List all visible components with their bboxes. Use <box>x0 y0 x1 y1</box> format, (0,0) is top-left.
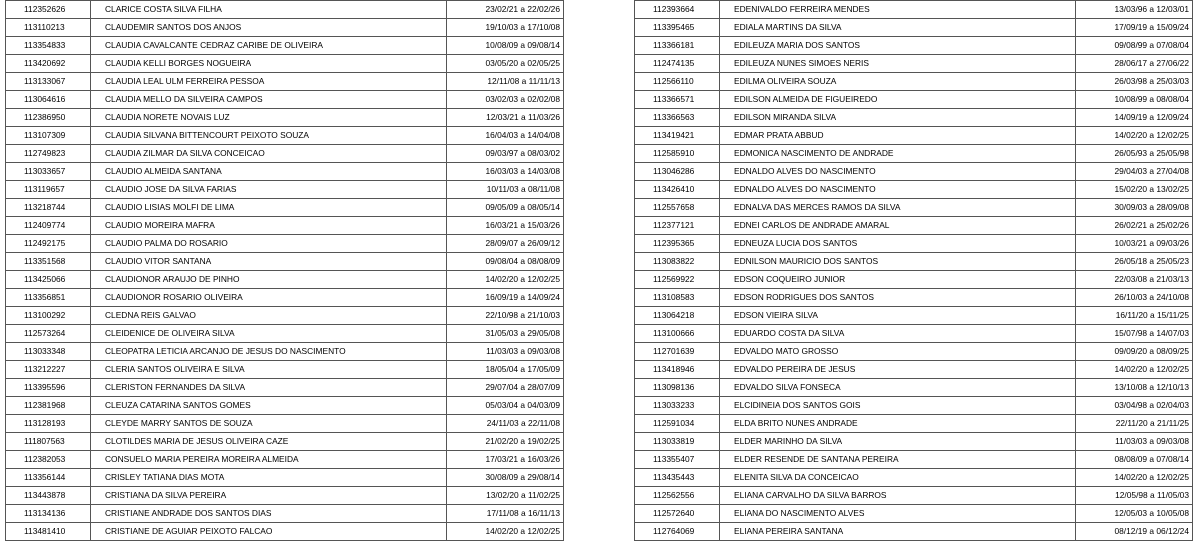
person-name-cell: EDIALA MARTINS DA SILVA <box>720 19 1076 37</box>
period-cell: 16/11/20 a 15/11/25 <box>1076 307 1193 325</box>
period-cell: 08/08/09 a 07/08/14 <box>1076 451 1193 469</box>
record-id-cell: 112409774 <box>6 217 91 235</box>
table-row <box>6 343 564 361</box>
record-id-cell: 113107309 <box>6 127 91 145</box>
person-name-cell: CRISTIANE DE AGUIAR PEIXOTO FALCAO <box>91 523 447 541</box>
person-name-cell: CLAUDIA NORETE NOVAIS LUZ <box>91 109 447 127</box>
table-row <box>6 433 564 451</box>
table-row <box>635 271 1193 289</box>
record-id-cell: 113128193 <box>6 415 91 433</box>
period-cell: 16/09/19 a 14/09/24 <box>447 289 564 307</box>
table-row <box>6 469 564 487</box>
period-cell: 19/10/03 a 17/10/08 <box>447 19 564 37</box>
person-name-cell: CLAUDIONOR ARAUJO DE PINHO <box>91 271 447 289</box>
person-name-cell: EDILMA OLIVEIRA SOUZA <box>720 73 1076 91</box>
record-id-cell: 112572640 <box>635 505 720 523</box>
table-row <box>635 361 1193 379</box>
table-row <box>635 523 1193 541</box>
record-id-cell: 113354833 <box>6 37 91 55</box>
person-name-cell: EDVALDO SILVA FONSECA <box>720 379 1076 397</box>
person-name-cell: CLERISTON FERNANDES DA SILVA <box>91 379 447 397</box>
table-row <box>6 361 564 379</box>
person-name-cell: CLAUDIA MELLO DA SILVEIRA CAMPOS <box>91 91 447 109</box>
record-id-cell: 113355407 <box>635 451 720 469</box>
table-row <box>6 253 564 271</box>
period-cell: 11/03/03 a 09/03/08 <box>1076 433 1193 451</box>
person-name-cell: ELDA BRITO NUNES ANDRADE <box>720 415 1076 433</box>
table-row <box>635 1 1193 19</box>
person-name-cell: CLEDNA REIS GALVAO <box>91 307 447 325</box>
period-cell: 13/10/08 a 12/10/13 <box>1076 379 1193 397</box>
record-id-cell: 112585910 <box>635 145 720 163</box>
period-cell: 17/11/08 a 16/11/13 <box>447 505 564 523</box>
person-name-cell: EDNALVA DAS MERCES RAMOS DA SILVA <box>720 199 1076 217</box>
person-name-cell: CLERIA SANTOS OLIVEIRA E SILVA <box>91 361 447 379</box>
table-row <box>6 199 564 217</box>
period-cell: 14/02/20 a 12/02/25 <box>447 523 564 541</box>
person-name-cell: ELDER RESENDE DE SANTANA PEREIRA <box>720 451 1076 469</box>
records-table-left <box>5 0 564 541</box>
table-row <box>635 55 1193 73</box>
person-name-cell: EDILSON ALMEIDA DE FIGUEIREDO <box>720 91 1076 109</box>
period-cell: 05/03/04 a 04/03/09 <box>447 397 564 415</box>
person-name-cell: CLAUDIO LISIAS MOLFI DE LIMA <box>91 199 447 217</box>
record-id-cell: 112573264 <box>6 325 91 343</box>
records-table-right <box>634 0 1193 541</box>
table-row <box>6 145 564 163</box>
record-id-cell: 112701639 <box>635 343 720 361</box>
period-cell: 30/08/09 a 29/08/14 <box>447 469 564 487</box>
record-id-cell: 112569922 <box>635 271 720 289</box>
period-cell: 10/08/99 a 08/08/04 <box>1076 91 1193 109</box>
record-id-cell: 113133067 <box>6 73 91 91</box>
person-name-cell: CLEUZA CATARINA SANTOS GOMES <box>91 397 447 415</box>
person-name-cell: EDSON RODRIGUES DOS SANTOS <box>720 289 1076 307</box>
record-id-cell: 113100666 <box>635 325 720 343</box>
person-name-cell: CLAUDIONOR ROSARIO OLIVEIRA <box>91 289 447 307</box>
person-name-cell: CLAUDIO VITOR SANTANA <box>91 253 447 271</box>
period-cell: 22/03/08 a 21/03/13 <box>1076 271 1193 289</box>
record-id-cell: 113100292 <box>6 307 91 325</box>
period-cell: 11/03/03 a 09/03/08 <box>447 343 564 361</box>
record-id-cell: 113110213 <box>6 19 91 37</box>
record-id-cell: 112591034 <box>635 415 720 433</box>
record-id-cell: 113119657 <box>6 181 91 199</box>
record-id-cell: 113046286 <box>635 163 720 181</box>
person-name-cell: EDMONICA NASCIMENTO DE ANDRADE <box>720 145 1076 163</box>
period-cell: 15/07/98 a 14/07/03 <box>1076 325 1193 343</box>
record-id-cell: 113108583 <box>635 289 720 307</box>
period-cell: 26/05/18 a 25/05/23 <box>1076 253 1193 271</box>
period-cell: 23/02/21 a 22/02/26 <box>447 1 564 19</box>
person-name-cell: CLAUDIO JOSE DA SILVA FARIAS <box>91 181 447 199</box>
table-row <box>6 55 564 73</box>
record-id-cell: 112749823 <box>6 145 91 163</box>
period-cell: 14/02/20 a 12/02/25 <box>1076 361 1193 379</box>
table-row <box>635 289 1193 307</box>
period-cell: 30/09/03 a 28/09/08 <box>1076 199 1193 217</box>
period-cell: 22/10/98 a 21/10/03 <box>447 307 564 325</box>
table-row <box>635 73 1193 91</box>
record-id-cell: 113356144 <box>6 469 91 487</box>
person-name-cell: EDILSON MIRANDA SILVA <box>720 109 1076 127</box>
table-row <box>6 37 564 55</box>
table-row <box>6 289 564 307</box>
person-name-cell: ELDER MARINHO DA SILVA <box>720 433 1076 451</box>
table-row <box>6 397 564 415</box>
record-id-cell: 113426410 <box>635 181 720 199</box>
table-row <box>635 19 1193 37</box>
period-cell: 09/08/04 a 08/08/09 <box>447 253 564 271</box>
table-row <box>635 127 1193 145</box>
table-row <box>6 271 564 289</box>
person-name-cell: EDSON VIEIRA SILVA <box>720 307 1076 325</box>
record-id-cell: 113098136 <box>635 379 720 397</box>
period-cell: 17/09/19 a 15/09/24 <box>1076 19 1193 37</box>
period-cell: 31/05/03 a 29/05/08 <box>447 325 564 343</box>
table-row <box>6 325 564 343</box>
person-name-cell: CLAUDIA CAVALCANTE CEDRAZ CARIBE DE OLIVEIRA <box>91 37 447 55</box>
period-cell: 15/02/20 a 13/02/25 <box>1076 181 1193 199</box>
record-id-cell: 111807563 <box>6 433 91 451</box>
period-cell: 29/07/04 a 28/07/09 <box>447 379 564 397</box>
table-row <box>635 91 1193 109</box>
period-cell: 24/11/03 a 22/11/08 <box>447 415 564 433</box>
person-name-cell: CLAUDIO MOREIRA MAFRA <box>91 217 447 235</box>
person-name-cell: EDMAR PRATA ABBUD <box>720 127 1076 145</box>
person-name-cell: EDUARDO COSTA DA SILVA <box>720 325 1076 343</box>
period-cell: 16/04/03 a 14/04/08 <box>447 127 564 145</box>
table-row <box>635 37 1193 55</box>
period-cell: 21/02/20 a 19/02/25 <box>447 433 564 451</box>
table-row <box>6 109 564 127</box>
period-cell: 09/09/20 a 08/09/25 <box>1076 343 1193 361</box>
period-cell: 09/08/99 a 07/08/04 <box>1076 37 1193 55</box>
record-id-cell: 113351568 <box>6 253 91 271</box>
period-cell: 10/11/03 a 08/11/08 <box>447 181 564 199</box>
period-cell: 10/03/21 a 09/03/26 <box>1076 235 1193 253</box>
record-id-cell: 112386950 <box>6 109 91 127</box>
person-name-cell: CLAUDIA ZILMAR DA SILVA CONCEICAO <box>91 145 447 163</box>
record-id-cell: 113134136 <box>6 505 91 523</box>
record-id-cell: 113366563 <box>635 109 720 127</box>
person-name-cell: EDNALDO ALVES DO NASCIMENTO <box>720 163 1076 181</box>
person-name-cell: EDSON COQUEIRO JUNIOR <box>720 271 1076 289</box>
period-cell: 22/11/20 a 21/11/25 <box>1076 415 1193 433</box>
record-id-cell: 112381968 <box>6 397 91 415</box>
table-row <box>635 307 1193 325</box>
record-id-cell: 113419421 <box>635 127 720 145</box>
person-name-cell: CLAUDIA KELLI BORGES NOGUEIRA <box>91 55 447 73</box>
table-row <box>635 235 1193 253</box>
person-name-cell: EDVALDO MATO GROSSO <box>720 343 1076 361</box>
period-cell: 18/05/04 a 17/05/09 <box>447 361 564 379</box>
period-cell: 26/05/93 a 25/05/98 <box>1076 145 1193 163</box>
person-name-cell: CRISTIANE ANDRADE DOS SANTOS DIAS <box>91 505 447 523</box>
period-cell: 12/05/03 a 10/05/08 <box>1076 505 1193 523</box>
table-row <box>6 487 564 505</box>
period-cell: 28/06/17 a 27/06/22 <box>1076 55 1193 73</box>
table-row <box>635 217 1193 235</box>
period-cell: 13/02/20 a 11/02/25 <box>447 487 564 505</box>
table-row <box>6 181 564 199</box>
record-id-cell: 113212227 <box>6 361 91 379</box>
table-row <box>6 1 564 19</box>
table-row <box>635 199 1193 217</box>
record-id-cell: 113033233 <box>635 397 720 415</box>
person-name-cell: ELIANA DO NASCIMENTO ALVES <box>720 505 1076 523</box>
record-id-cell: 112562556 <box>635 487 720 505</box>
person-name-cell: CRISLEY TATIANA DIAS MOTA <box>91 469 447 487</box>
table-row <box>6 163 564 181</box>
period-cell: 03/04/98 a 02/04/03 <box>1076 397 1193 415</box>
record-id-cell: 113418946 <box>635 361 720 379</box>
record-id-cell: 113395596 <box>6 379 91 397</box>
record-id-cell: 112492175 <box>6 235 91 253</box>
record-id-cell: 113356851 <box>6 289 91 307</box>
period-cell: 10/08/09 a 09/08/14 <box>447 37 564 55</box>
person-name-cell: EDILEUZA NUNES SIMOES NERIS <box>720 55 1076 73</box>
person-name-cell: EDNEI CARLOS DE ANDRADE AMARAL <box>720 217 1076 235</box>
table-row <box>635 469 1193 487</box>
person-name-cell: EDNALDO ALVES DO NASCIMENTO <box>720 181 1076 199</box>
period-cell: 14/02/20 a 12/02/25 <box>447 271 564 289</box>
person-name-cell: CLAUDIA LEAL ULM FERREIRA PESSOA <box>91 73 447 91</box>
person-name-cell: ELIANA PEREIRA SANTANA <box>720 523 1076 541</box>
table-row <box>635 163 1193 181</box>
table-row <box>6 451 564 469</box>
table-row <box>6 217 564 235</box>
table-row <box>635 343 1193 361</box>
record-id-cell: 113481410 <box>6 523 91 541</box>
table-row <box>6 307 564 325</box>
record-id-cell: 113064616 <box>6 91 91 109</box>
table-row <box>6 379 564 397</box>
table-row <box>6 73 564 91</box>
period-cell: 09/05/09 a 08/05/14 <box>447 199 564 217</box>
person-name-cell: CLAUDIO PALMA DO ROSARIO <box>91 235 447 253</box>
person-name-cell: CLAUDIA SILVANA BITTENCOURT PEIXOTO SOUZA <box>91 127 447 145</box>
period-cell: 12/11/08 a 11/11/13 <box>447 73 564 91</box>
table-row <box>6 415 564 433</box>
table-row <box>635 415 1193 433</box>
period-cell: 26/02/21 a 25/02/26 <box>1076 217 1193 235</box>
table-row <box>635 397 1193 415</box>
record-id-cell: 112764069 <box>635 523 720 541</box>
record-id-cell: 113083822 <box>635 253 720 271</box>
person-name-cell: EDNILSON MAURICIO DOS SANTOS <box>720 253 1076 271</box>
record-id-cell: 112557658 <box>635 199 720 217</box>
record-id-cell: 112377121 <box>635 217 720 235</box>
record-id-cell: 112352626 <box>6 1 91 19</box>
table-row <box>635 433 1193 451</box>
table-row <box>635 109 1193 127</box>
person-name-cell: EDILEUZA MARIA DOS SANTOS <box>720 37 1076 55</box>
table-row <box>635 451 1193 469</box>
person-name-cell: CLAUDEMIR SANTOS DOS ANJOS <box>91 19 447 37</box>
period-cell: 28/09/07 a 26/09/12 <box>447 235 564 253</box>
period-cell: 03/05/20 a 02/05/25 <box>447 55 564 73</box>
record-id-cell: 113033819 <box>635 433 720 451</box>
person-name-cell: CLOTILDES MARIA DE JESUS OLIVEIRA CAZE <box>91 433 447 451</box>
period-cell: 14/02/20 a 12/02/25 <box>1076 127 1193 145</box>
record-id-cell: 112474135 <box>635 55 720 73</box>
period-cell: 26/10/03 a 24/10/08 <box>1076 289 1193 307</box>
period-cell: 12/03/21 a 11/03/26 <box>447 109 564 127</box>
record-id-cell: 113064218 <box>635 307 720 325</box>
record-id-cell: 112395365 <box>635 235 720 253</box>
record-id-cell: 112382053 <box>6 451 91 469</box>
table-row <box>6 505 564 523</box>
table-row <box>635 145 1193 163</box>
period-cell: 17/03/21 a 16/03/26 <box>447 451 564 469</box>
person-name-cell: ELCIDINEIA DOS SANTOS GOIS <box>720 397 1076 415</box>
period-cell: 12/05/98 a 11/05/03 <box>1076 487 1193 505</box>
record-id-cell: 113435443 <box>635 469 720 487</box>
table-row <box>635 325 1193 343</box>
table-row <box>6 19 564 37</box>
record-id-cell: 113443878 <box>6 487 91 505</box>
person-name-cell: EDENIVALDO FERREIRA MENDES <box>720 1 1076 19</box>
person-name-cell: CLEYDE MARRY SANTOS DE SOUZA <box>91 415 447 433</box>
table-row <box>635 505 1193 523</box>
person-name-cell: EDNEUZA LUCIA DOS SANTOS <box>720 235 1076 253</box>
period-cell: 16/03/21 a 15/03/26 <box>447 217 564 235</box>
period-cell: 29/04/03 a 27/04/08 <box>1076 163 1193 181</box>
person-name-cell: CRISTIANA DA SILVA PEREIRA <box>91 487 447 505</box>
record-id-cell: 113033348 <box>6 343 91 361</box>
period-cell: 16/03/03 a 14/03/08 <box>447 163 564 181</box>
period-cell: 13/03/96 a 12/03/01 <box>1076 1 1193 19</box>
table-row <box>635 253 1193 271</box>
period-cell: 09/03/97 a 08/03/02 <box>447 145 564 163</box>
record-id-cell: 112393664 <box>635 1 720 19</box>
table-row <box>6 523 564 541</box>
table-row <box>635 181 1193 199</box>
person-name-cell: CLARICE COSTA SILVA FILHA <box>91 1 447 19</box>
table-row <box>6 235 564 253</box>
table-row <box>6 127 564 145</box>
record-id-cell: 113395465 <box>635 19 720 37</box>
person-name-cell: ELENITA SILVA DA CONCEICAO <box>720 469 1076 487</box>
table-row <box>6 91 564 109</box>
record-id-cell: 112566110 <box>635 73 720 91</box>
record-id-cell: 113218744 <box>6 199 91 217</box>
record-id-cell: 113420692 <box>6 55 91 73</box>
period-cell: 26/03/98 a 25/03/03 <box>1076 73 1193 91</box>
record-id-cell: 113366571 <box>635 91 720 109</box>
period-cell: 08/12/19 a 06/12/24 <box>1076 523 1193 541</box>
table-row <box>635 487 1193 505</box>
record-id-cell: 113425066 <box>6 271 91 289</box>
person-name-cell: EDVALDO PEREIRA DE JESUS <box>720 361 1076 379</box>
record-id-cell: 113366181 <box>635 37 720 55</box>
person-name-cell: CLEIDENICE DE OLIVEIRA SILVA <box>91 325 447 343</box>
period-cell: 14/02/20 a 12/02/25 <box>1076 469 1193 487</box>
person-name-cell: CLEOPATRA LETICIA ARCANJO DE JESUS DO NASCIMENTO <box>91 343 447 361</box>
person-name-cell: ELIANA CARVALHO DA SILVA BARROS <box>720 487 1076 505</box>
person-name-cell: CLAUDIO ALMEIDA SANTANA <box>91 163 447 181</box>
period-cell: 03/02/03 a 02/02/08 <box>447 91 564 109</box>
table-row <box>635 379 1193 397</box>
record-id-cell: 113033657 <box>6 163 91 181</box>
person-name-cell: CONSUELO MARIA PEREIRA MOREIRA ALMEIDA <box>91 451 447 469</box>
period-cell: 14/09/19 a 12/09/24 <box>1076 109 1193 127</box>
